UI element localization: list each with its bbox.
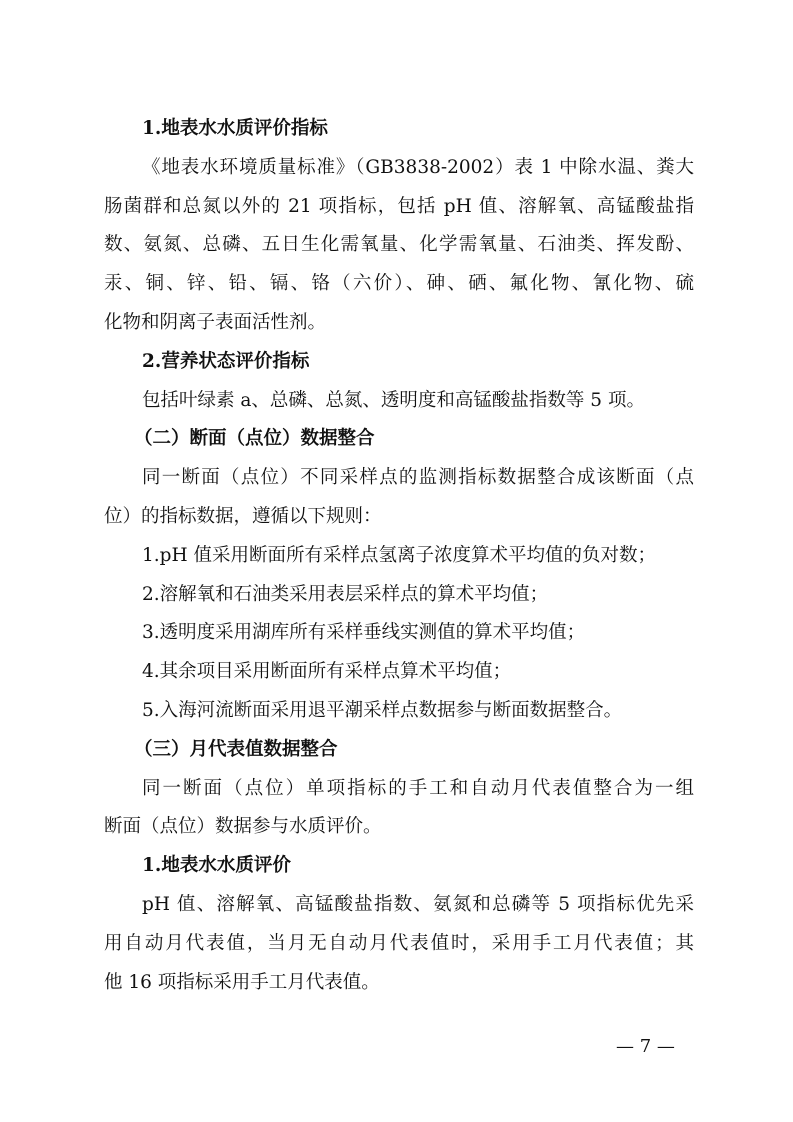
paragraph-line: 汞、铜、锌、铅、镉、铬（六价）、砷、硒、氟化物、氰化物、硫 [104,273,694,295]
paragraph-surface-water-evaluation [104,886,694,1002]
paragraph-line: 肠菌群和总氮以外的 21 项指标，包括 pH 值、溶解氧、高锰酸盐指 [104,195,694,217]
section-heading-nutrient-status-indicators: 2.营养状态评价指标 [142,350,310,372]
paragraph-line: 化物和阴离子表面活性剂。 [104,311,327,333]
rule-item: 5.入海河流断面采用退平潮采样点数据参与断面数据整合。 [142,699,623,721]
paragraph-surface-water-indicators [104,149,694,343]
paragraph-monthly-representative-values [104,770,694,848]
section-heading-surface-water-indicators: 1.地表水水质评价指标 [142,118,328,139]
rule-item: 4.其余项目采用断面所有采样点算术平均值； [142,661,512,683]
paragraph-line: 用自动月代表值，当月无自动月代表值时，采用手工月代表值；其 [104,932,694,954]
paragraph-section-data-integration [104,459,694,537]
paragraph-line: 断面（点位）数据参与水质评价。 [104,816,382,838]
rule-item: 3.透明度采用湖库所有采样垂线实测值的算术平均值； [142,622,586,644]
paragraph-line: 数、氨氮、总磷、五日生化需氧量、化学需氧量、石油类、挥发酚、 [104,234,694,256]
paragraph-line: 他 16 项指标采用手工月代表值。 [104,971,380,993]
section-heading-section-data-integration: （二）断面（点位）数据整合 [134,428,375,450]
paragraph-line: pH 值、溶解氧、高锰酸盐指数、氨氮和总磷等 5 项指标优先采 [142,893,694,915]
section-heading-monthly-representative-values: （三）月代表值数据整合 [134,738,338,760]
section-heading-surface-water-evaluation: 1.地表水水质评价 [142,855,291,877]
paragraph-line: 位）的指标数据，遵循以下规则： [104,505,382,527]
paragraph-line: 同一断面（点位）单项指标的手工和自动月代表值整合为一组 [142,777,694,799]
document-body [104,110,694,1002]
paragraph-line: 《地表水环境质量标准》（GB3838-2002）表 1 中除水温、粪大 [142,156,694,178]
rule-item: 2.溶解氧和石油类采用表层采样点的算术平均值； [142,583,549,605]
paragraph-line: 同一断面（点位）不同采样点的监测指标数据整合成该断面（点 [142,467,694,489]
paragraph-nutrient-status-indicators [104,382,694,421]
paragraph-line: 包括叶绿素 a、总磷、总氮、透明度和高锰酸盐指数等 5 项。 [142,389,645,411]
rules-list [104,537,694,731]
page-number: — 7 — [616,1036,675,1057]
rule-item: 1.pH 值采用断面所有采样点氢离子浓度算术平均值的负对数； [142,544,657,566]
